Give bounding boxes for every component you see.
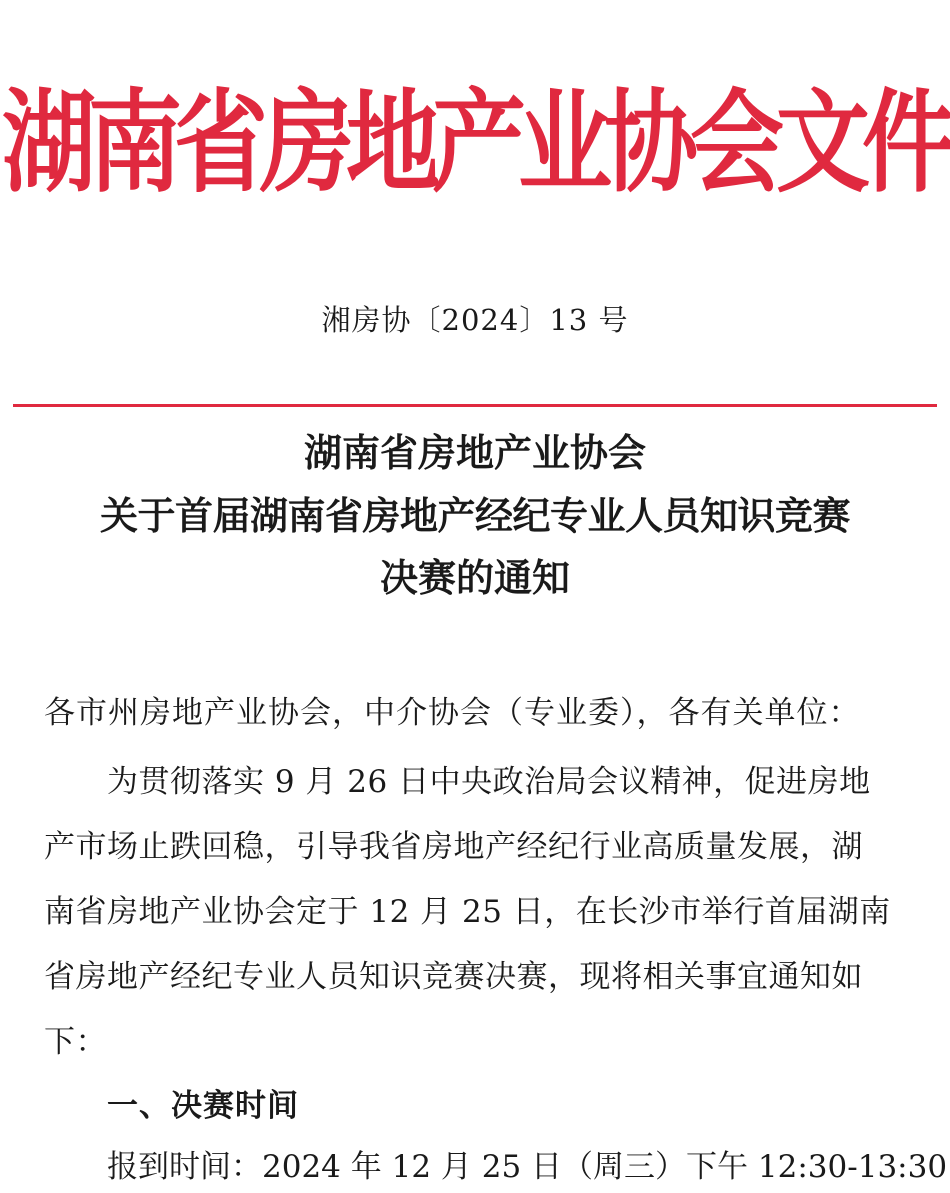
masthead-title: 湖南省房地产业协会文件	[1, 79, 948, 209]
notice-title-line-3: 决赛的通知	[379, 556, 570, 600]
registration-time-line: 报到时间：2024 年 12 月 25 日（周三）下午 12:30-13:30	[107, 1149, 948, 1185]
body-line-5: 下：	[44, 1024, 107, 1060]
salutation: 各市州房地产业协会，中介协会（专业委），各有关单位：	[44, 695, 861, 731]
notice-title-line-2: 关于首届湖南省房地产经纪专业人员知识竞赛	[99, 494, 850, 538]
section-heading-final-time: 一、决赛时间	[107, 1088, 299, 1124]
notice-title-line-1: 湖南省房地产业协会	[303, 431, 646, 475]
body-line-1: 为贯彻落实 9 月 26 日中央政治局会议精神，促进房地	[107, 764, 871, 800]
body-line-4: 省房地产经纪专业人员知识竞赛决赛，现将相关事宜通知如	[44, 959, 863, 995]
document-number: 湘房协〔2024〕13 号	[321, 303, 629, 337]
body-line-2: 产市场止跌回稳，引导我省房地产经纪行业高质量发展，湖	[44, 829, 863, 865]
body-line-3: 南省房地产业协会定于 12 月 25 日，在长沙市举行首届湖南	[44, 894, 891, 930]
red-divider-line	[13, 404, 937, 407]
